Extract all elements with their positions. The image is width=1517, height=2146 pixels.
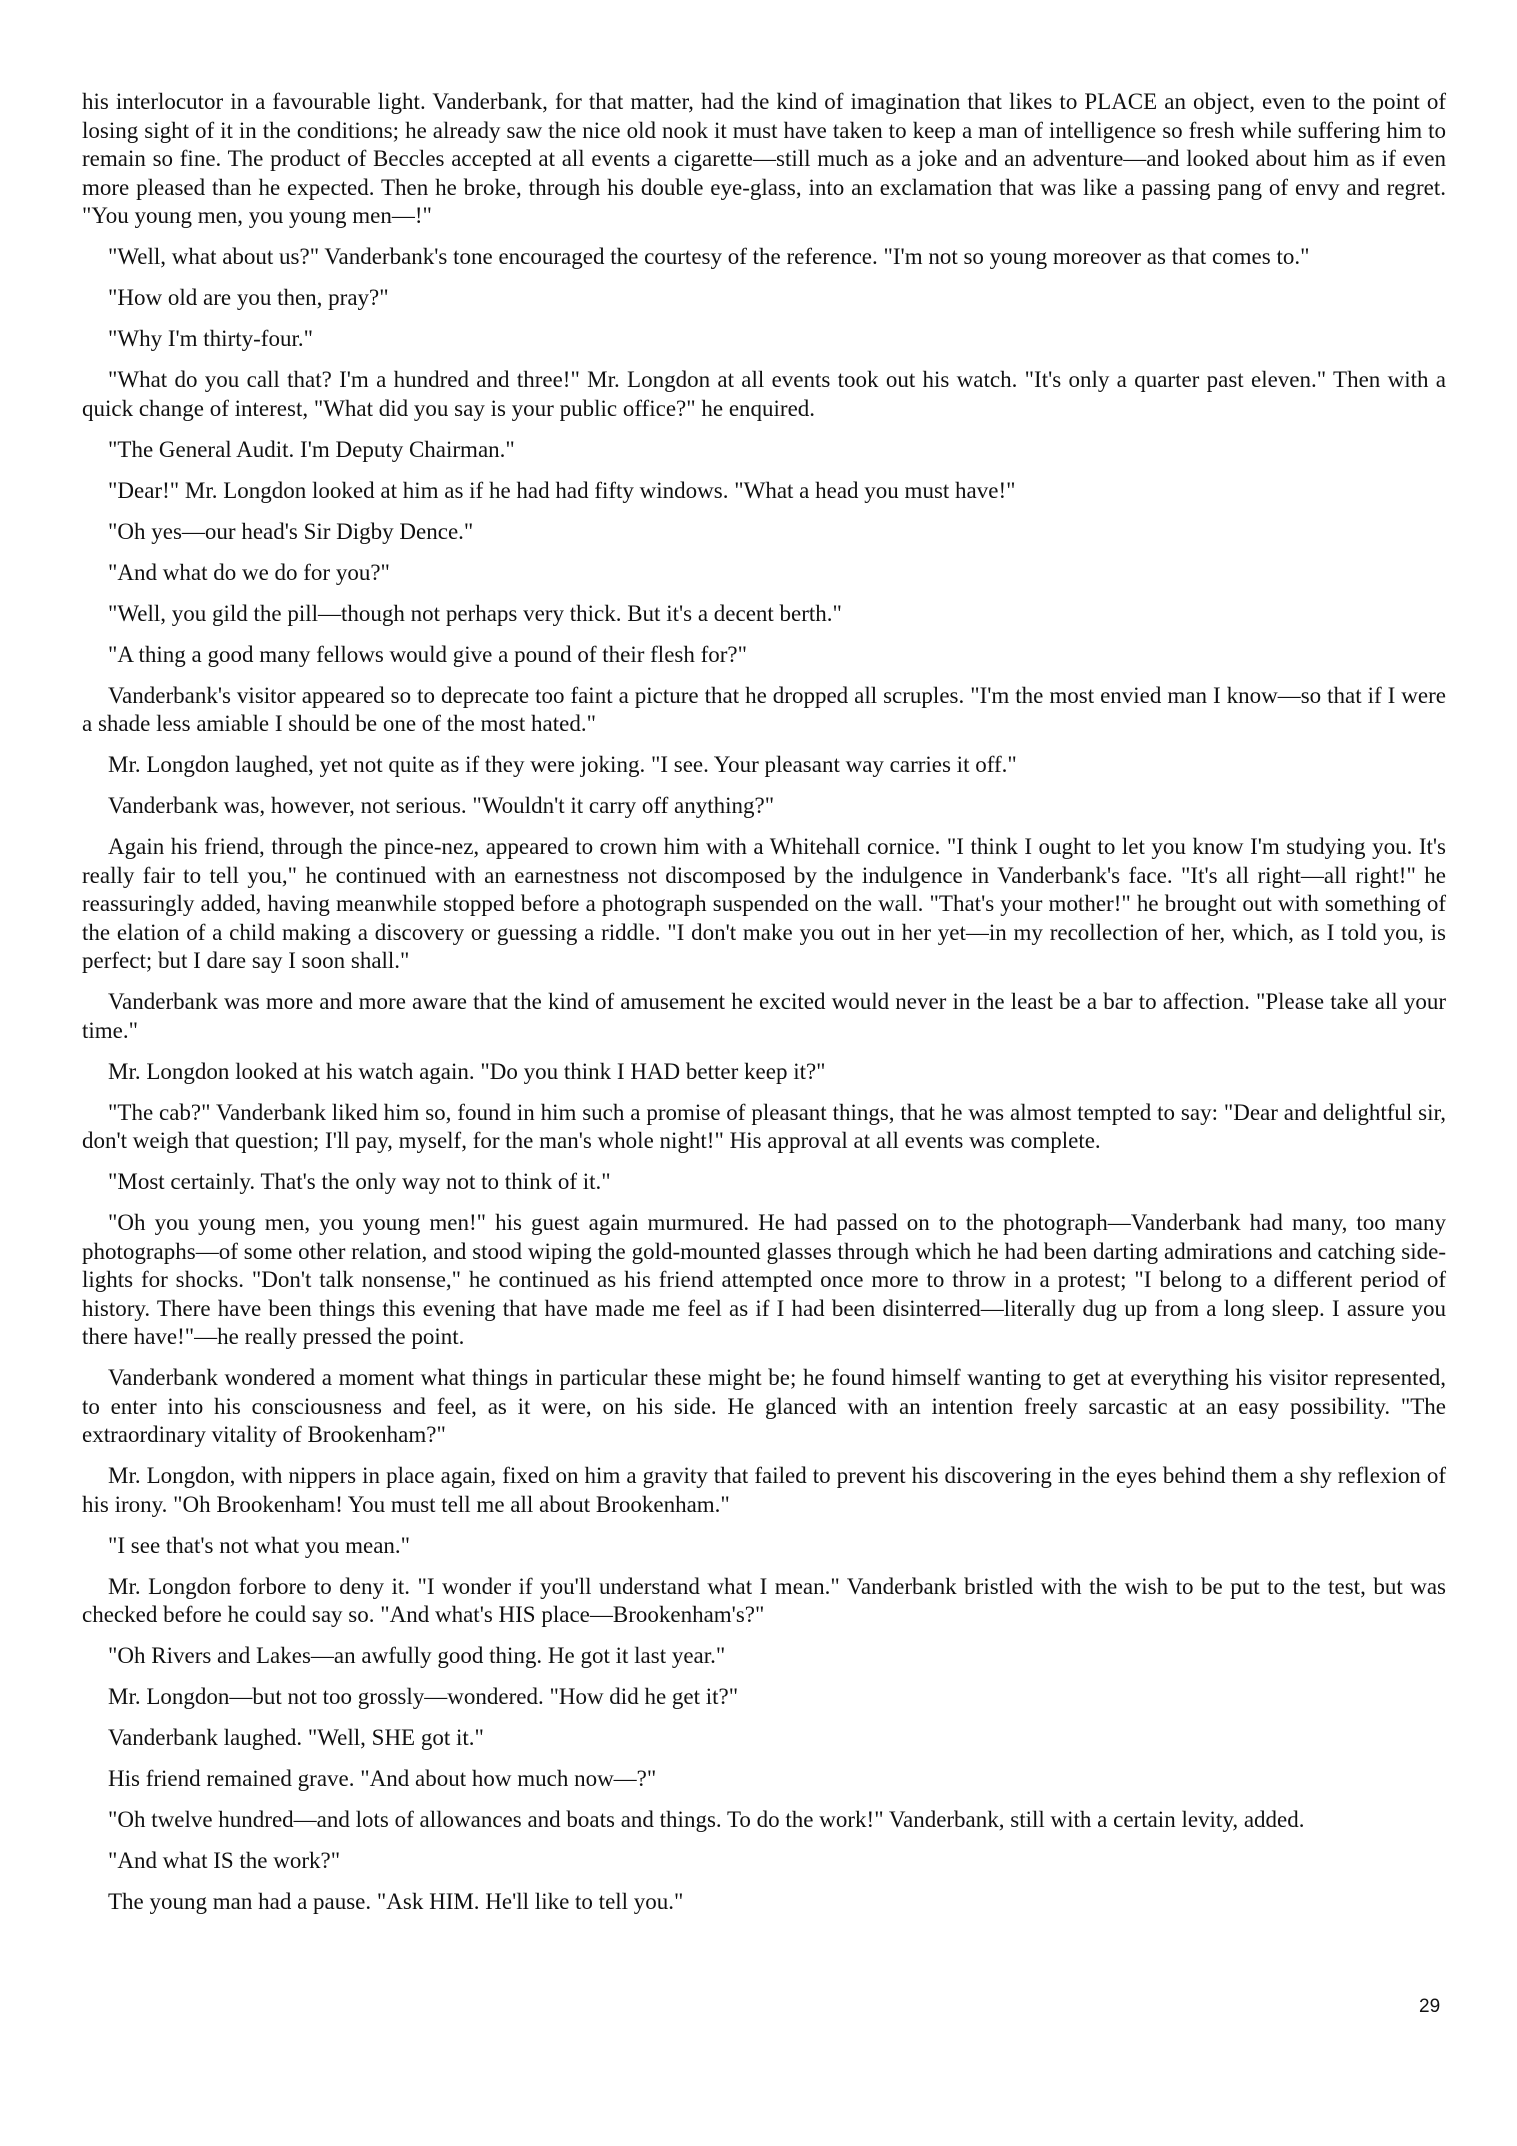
paragraph: "Well, you gild the pill—though not perhaps very thick. But it's a decent berth.": [108, 600, 842, 626]
paragraph: His friend remained grave. "And about how much now—?": [108, 1766, 657, 1791]
paragraph: "What do you call that? I'm a hundred and three!" Mr. Longdon at all events took out his watch. "It's only a quarter past eleven." Then with a quick change of interest, "What did you say is your public office?" he enquired.: [82, 367, 1446, 421]
paragraph: Vanderbank's visitor appeared so to deprecate too faint a picture that he dropped all scruples. "I'm the most envied man I know—so that if I were a shade less amiable I should be one of the most hated.": [82, 682, 1446, 736]
paragraph: Vanderbank wondered a moment what things in particular these might be; he found himself wanting to get at everything his visitor represented, to enter into his consciousness and feel, as it were, on his side. He glanced with an intention freely sarcastic at an easy possibility. "The extraordinary vitality of Brookenham?": [82, 1365, 1446, 1447]
paragraph: The young man had a pause. "Ask HIM. He'll like to tell you.": [108, 1889, 684, 1914]
paragraph: "Oh you young men, you young men!" his guest again murmured. He had passed on to the photograph—Vanderbank had many, too many photographs—of some other relation, and stood wiping the gold-mounted glasses through which he had been darting admirations and catching side-lights for shocks. "Don't talk nonsense," he continued as his friend attempted once more to throw in a protest; "I belong to a different period of history. There have been things this evening that have made me feel as if I had been disinterred—literally dug up from a long sleep. I assure you there have!"—he really pressed the point.: [82, 1210, 1446, 1349]
paragraph: "Why I'm thirty-four.": [108, 326, 313, 351]
paragraph: Vanderbank was, however, not serious. "Wouldn't it carry off anything?": [108, 793, 775, 818]
paragraph: "Most certainly. That's the only way not to think of it.": [108, 1169, 611, 1194]
paragraph: "Oh Rivers and Lakes—an awfully good thing. He got it last year.": [108, 1643, 726, 1668]
paragraph: "Oh twelve hundred—and lots of allowances and boats and things. To do the work!" Vanderbank, still with a certain levity, added.: [108, 1807, 1305, 1832]
paragraph: Mr. Longdon laughed, yet not quite as if they were joking. "I see. Your pleasant way carries it off.": [108, 752, 1017, 777]
paragraph: Mr. Longdon forbore to deny it. "I wonder if you'll understand what I mean." Vanderbank bristled with the wish to be put to the test, but was checked before he could say so. "And what's HIS place—Brookenham's?": [82, 1573, 1446, 1627]
paragraph: "The cab?" Vanderbank liked him so, found in him such a promise of pleasant things, that he was almost tempted to say: "Dear and delightful sir, don't weigh that question; I'll pay, myself, for the man's whole night!" His approval at all events was complete.: [82, 1099, 1446, 1153]
paragraph: Mr. Longdon—but not too grossly—wondered. "How did he get it?": [108, 1684, 739, 1709]
page-number: 29: [1419, 1996, 1441, 2017]
paragraph: "And what IS the work?": [108, 1848, 341, 1873]
paragraph: Mr. Longdon looked at his watch again. "Do you think I HAD better keep it?": [108, 1058, 826, 1084]
paragraph: "A thing a good many fellows would give a pound of their flesh for?": [108, 641, 748, 667]
paragraph: "I see that's not what you mean.": [108, 1532, 411, 1558]
paragraph: "And what do we do for you?": [108, 559, 390, 585]
paragraph: "Oh yes—our head's Sir Digby Dence.": [108, 518, 474, 544]
paragraph: "Well, what about us?" Vanderbank's tone encouraged the courtesy of the reference. "I'm not so young moreover as that comes to.": [108, 244, 1310, 269]
paragraph: Mr. Longdon, with nippers in place again, fixed on him a gravity that failed to prevent his discovering in the eyes behind them a shy reflexion of his irony. "Oh Brookenham! You must tell me all about Brookenham.": [82, 1463, 1446, 1517]
paragraph: Vanderbank was more and more aware that the kind of amusement he excited would never in the least be a bar to affection. "Please take all your time.": [82, 989, 1446, 1043]
paragraph: "The General Audit. I'm Deputy Chairman.": [108, 436, 515, 462]
paragraph: Vanderbank laughed. "Well, SHE got it.": [108, 1725, 484, 1750]
paragraph: Again his friend, through the pince-nez, appeared to crown him with a Whitehall cornice. "I think I ought to let you know I'm studying you. It's really fair to tell you," he continued with an earnestness not discomposed by the indulgence in Vanderbank's face. "It's all right—all right!" he reassuringly added, having meanwhile stopped before a photograph suspended on the wall. "That's your mother!" he brought out with something of the elation of a child making a discovery or guessing a riddle. "I don't make you out in her yet—in my recollection of her, which, as I told you, is perfect; but I dare say I soon shall.": [82, 834, 1446, 973]
paragraph: "Dear!" Mr. Longdon looked at him as if he had had fifty windows. "What a head you must have!": [108, 477, 1016, 503]
paragraph: "How old are you then, pray?": [108, 285, 389, 310]
page-body: [82, 88, 1446, 1929]
paragraph: his interlocutor in a favourable light. Vanderbank, for that matter, had the kind of imagination that likes to PLACE an object, even to the point of losing sight of it in the conditions; he already saw the nice old nook it must have taken to keep a man of intelligence so fresh while suffering him to remain so fine. The product of Beccles accepted at all events a cigarette—still much as a joke and an adventure—and looked about him as if even more pleased than he expected. Then he broke, through his double eye-glass, into an exclamation that was like a passing pang of envy and regret. "You young men, you young men—!": [82, 89, 1446, 228]
